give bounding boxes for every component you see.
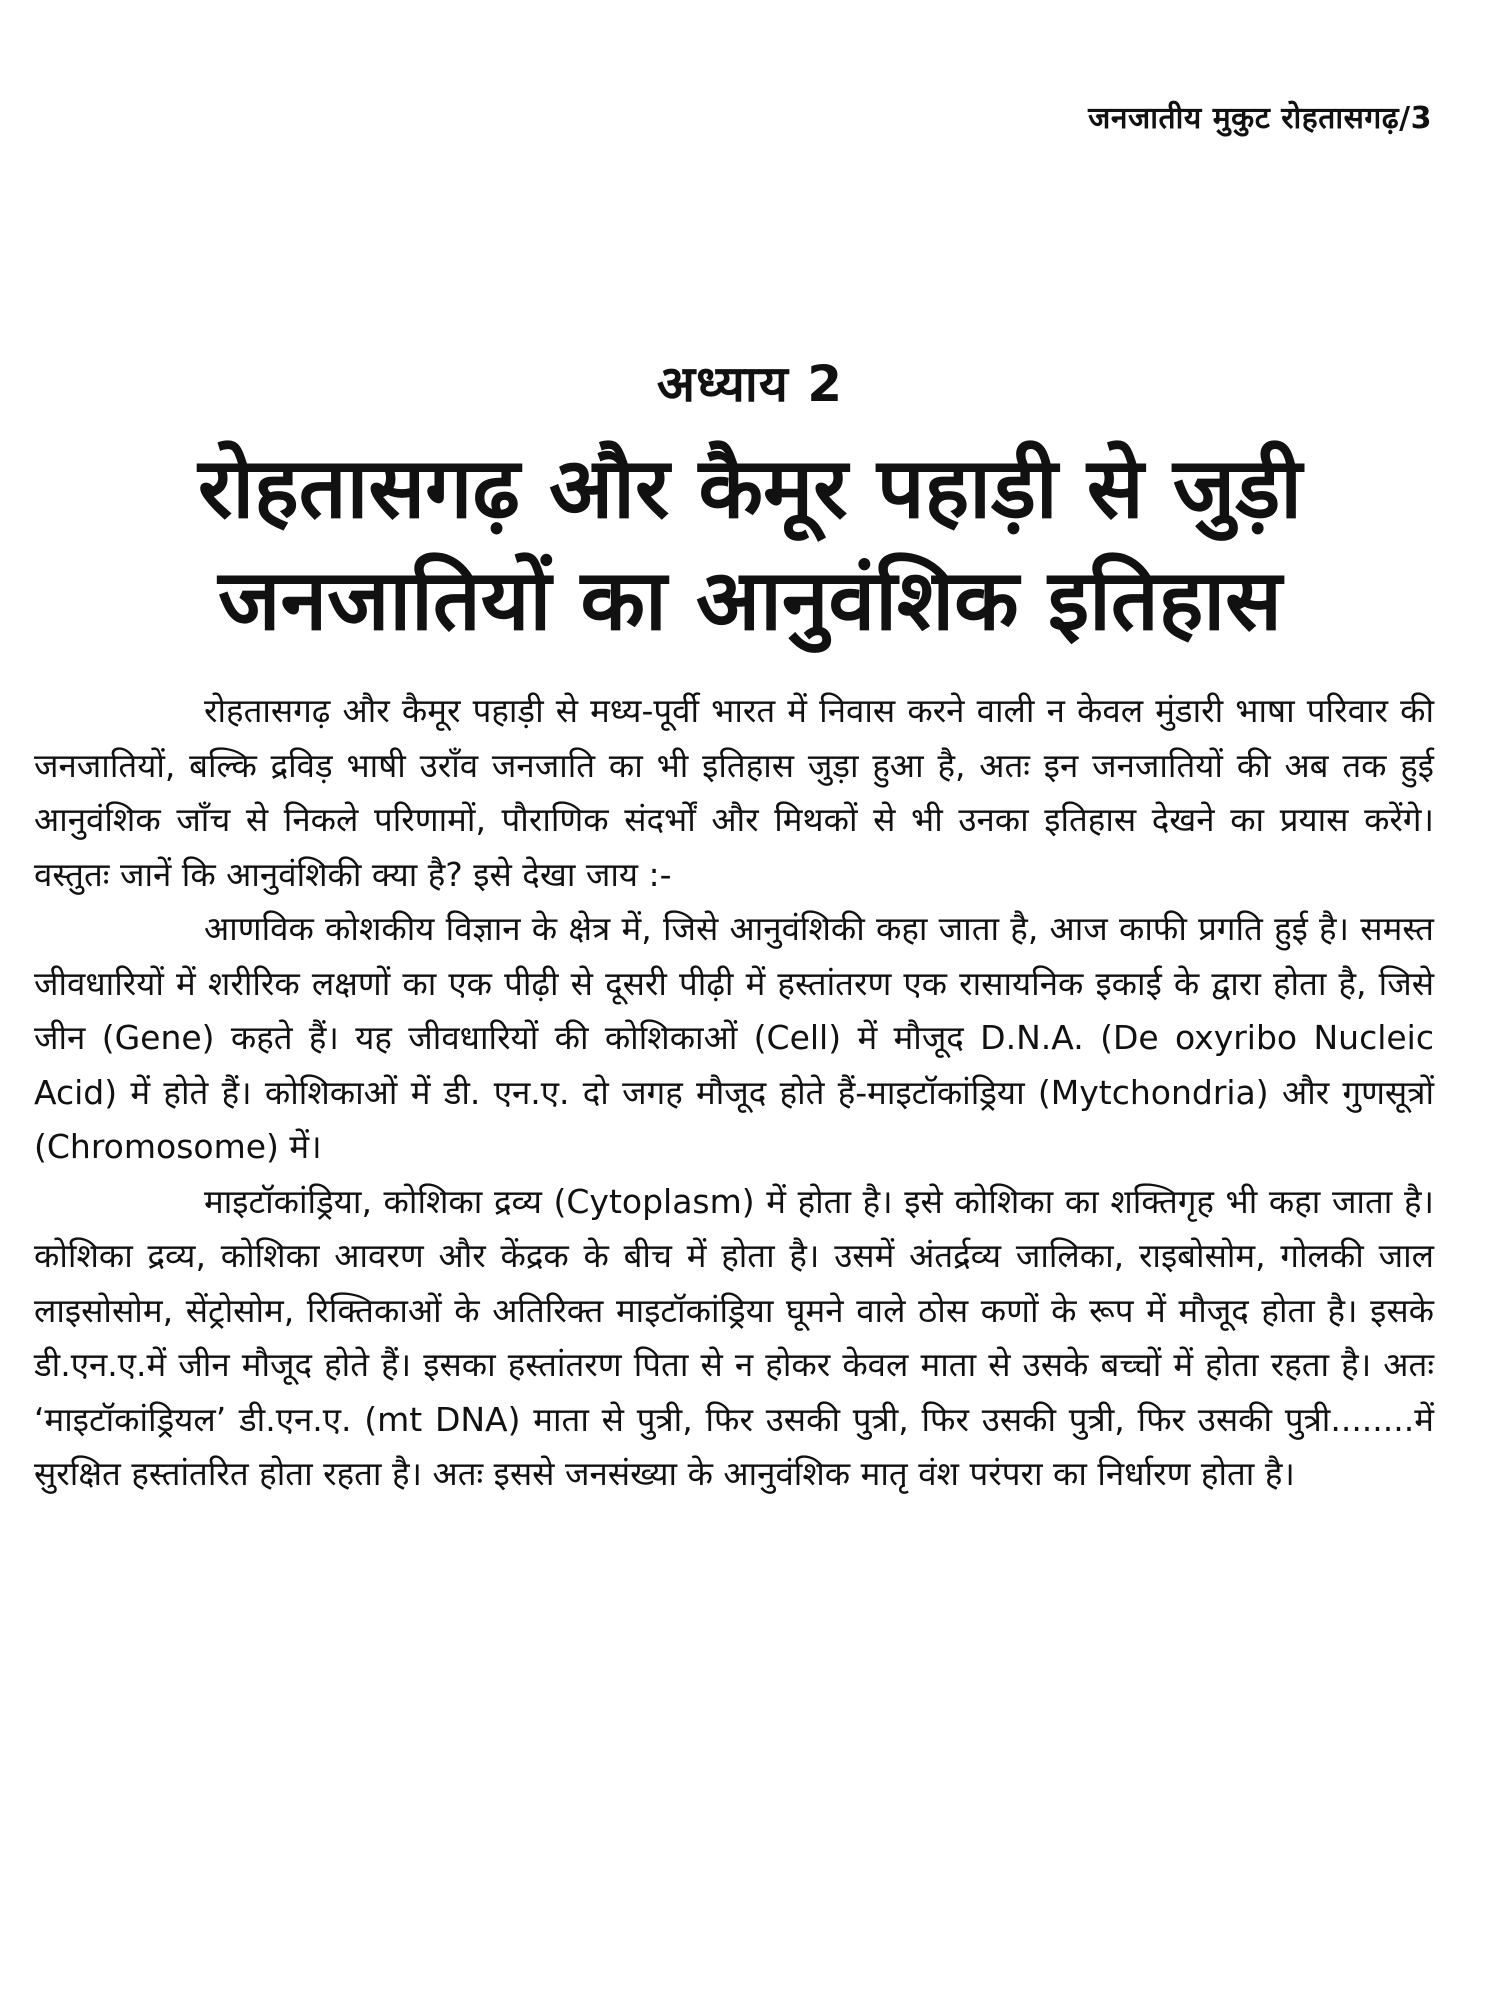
paragraph-2: आणविक कोशकीय विज्ञान के क्षेत्र में, जिसे आनुवंशिकी कहा जाता है, आज काफी प्रगति हुई है। समस्त जीवधारियों में शरीरिक लक्षणों का एक पीढ़ी से दूसरी पीढ़ी में हस्तांतरण एक रासायनिक इकाई के द्वारा होता है, जिसे जीन (Gene) कहते हैं। यह जीवधारियों की कोशिकाओं (Cell) में मौजूद D.N.A. (De oxyribo Nucleic Acid) में होते हैं। कोशिकाओं में डी. एन.ए. दो जगह मौजूद होते हैं-माइटॉकांड्रिया (Mytchondria) और गुणसूत्रों (Chromosome) में।	[34, 909, 1434, 1166]
running-header: जनजातीय मुकुट रोहतासगढ़/3	[1088, 101, 1432, 136]
chapter-title-line-2: जनजातियों का आनुवंशिक इतिहास	[218, 551, 1282, 649]
body-text	[34, 684, 1434, 1502]
paragraph-3: माइटॉकांड्रिया, कोशिका द्रव्य (Cytoplasm) में होता है। इसे कोशिका का शक्तिगृह भी कहा जाता है। कोशिका द्रव्य, कोशिका आवरण और केंद्रक के बीच में होता है। उसमें अंतर्द्रव्य जालिका, राइबोसोम, गोलकी जाल लाइसोसोम, सेंट्रोसोम, रिक्तिकाओं के अतिरिक्त माइटॉकांड्रिया घूमने वाले ठोस कणों के रूप में मौजूद होता है। इसके डी.एन.ए.में जीन मौजूद होते हैं। इसका हस्तांतरण पिता से न होकर केवल माता से उसके बच्चों में होता रहता है। अतः ‘माइटॉकांड्रियल’ डी.एन.ए. (mt DNA) माता से पुत्री, फिर उसकी पुत्री, फिर उसकी पुत्री, फिर उसकी पुत्री........में सुरक्षित हस्तांतरित होता रहता है। अतः इससे जनसंख्या के आनुवंशिक मातृ वंश परंपरा का निर्धारण होता है।	[34, 1181, 1434, 1493]
chapter-title-line-1: रोहतासगढ़ और कैमूर पहाड़ी से जुड़ी	[198, 439, 1302, 537]
chapter-number: अध्याय 2	[656, 355, 844, 413]
chapter-title	[40, 432, 1460, 656]
paragraph-1: रोहतासगढ़ और कैमूर पहाड़ी से मध्य-पूर्वी भारत में निवास करने वाली न केवल मुंडारी भाषा परिवार की जनजातियों, बल्कि द्रविड़ भाषी उराँव जनजाति का भी इतिहास जुड़ा हुआ है, अतः इन जनजातियों की अब तक हुई आनुवंशिक जाँच से निकले परिणामों, पौराणिक संदर्भों और मिथकों से भी उनका इतिहास देखने का प्रयास करेंगे। वस्तुतः जानें कि आनुवंशिकी क्या है? इसे देखा जाय :-	[34, 691, 1434, 894]
